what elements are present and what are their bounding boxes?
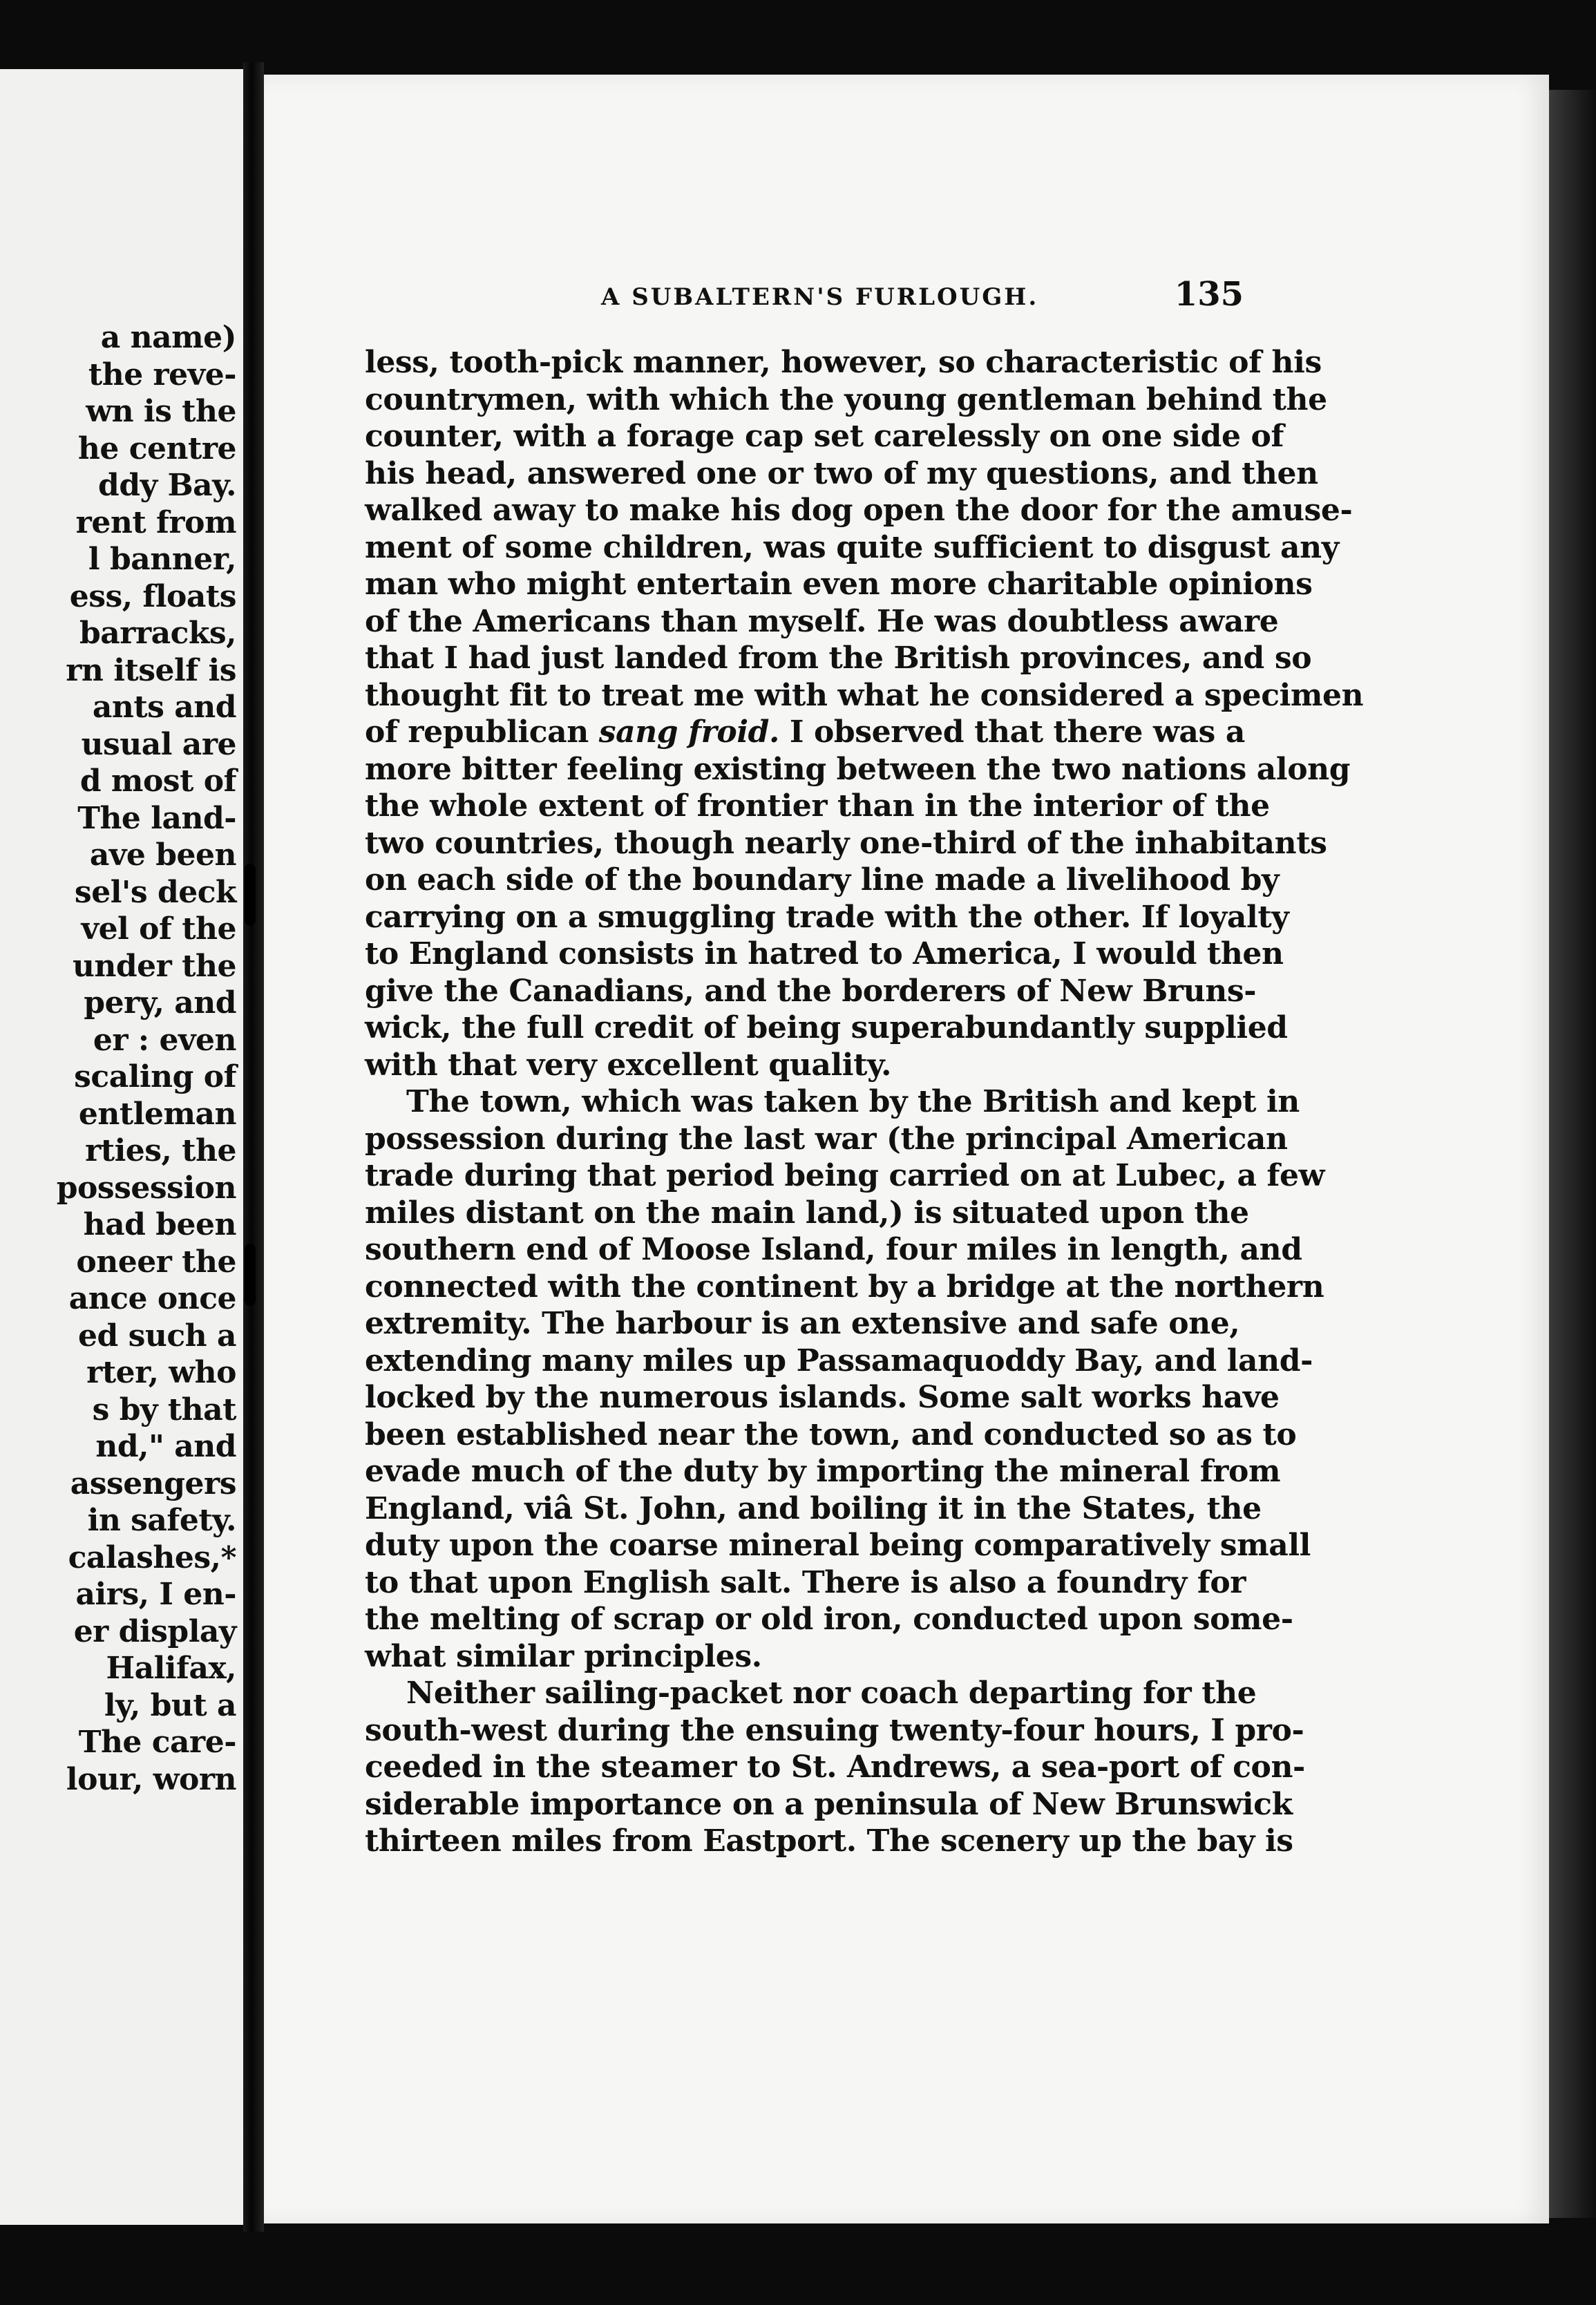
left-page-line: ance once: [68, 1281, 236, 1316]
left-page-line: ddy Bay.: [98, 468, 236, 503]
text-segment: of republican: [365, 714, 599, 750]
left-page-line: vel of the: [81, 911, 236, 947]
text-line: walked away to make his dog open the door for the amuse-: [365, 493, 1353, 528]
text-line: his head, answered one or two of my questions, and then: [365, 455, 1318, 491]
text-line: countrymen, with which the young gentleman behind the: [365, 381, 1327, 417]
text-line: trade during that period being carried on at Lubec, a few: [365, 1158, 1325, 1193]
text-line: Neither sailing-packet nor coach departing for the: [406, 1676, 1257, 1711]
text-line: on each side of the boundary line made a livelihood by: [365, 862, 1280, 898]
text-line: the whole extent of frontier than in the interior of the: [365, 788, 1270, 824]
left-page-line: pery, and: [84, 985, 236, 1021]
text-line: wick, the full credit of being superabundantly supplied: [365, 1010, 1288, 1045]
text-line: southern end of Moose Island, four miles in length, and: [365, 1232, 1302, 1267]
left-page-line: er : even: [93, 1022, 236, 1058]
left-page-line: rties, the: [85, 1133, 236, 1168]
text-segment: I observed that there was a: [779, 714, 1245, 750]
left-page-line: calashes,*: [68, 1539, 236, 1575]
left-page-line: entleman: [78, 1096, 236, 1132]
left-page-line: had been: [83, 1207, 236, 1242]
left-page-line: nd," and: [95, 1429, 236, 1464]
left-page-line: usual are: [81, 726, 236, 762]
text-line: thought fit to treat me with what he considered a specimen: [365, 677, 1364, 713]
text-line: ment of some children, was quite sufficient to disgust any: [365, 529, 1339, 565]
text-line: what similar principles.: [365, 1638, 762, 1674]
left-page-line: ly, but a: [104, 1687, 236, 1723]
left-page-line: rter, who: [86, 1355, 236, 1390]
left-page-line: l banner,: [88, 542, 236, 577]
text-line: [365, 714, 1245, 751]
text-line: miles distant on the main land,) is situated upon the: [365, 1195, 1249, 1231]
binding-notch: [245, 1244, 256, 1306]
left-page-line: lour, worn: [66, 1761, 236, 1797]
text-line: ceeded in the steamer to St. Andrews, a sea-port of con-: [365, 1749, 1305, 1785]
left-page-line: under the: [72, 948, 236, 984]
text-line: carrying on a smuggling trade with the other. If loyalty: [365, 899, 1289, 935]
text-line: siderable importance on a peninsula of New Brunswick: [365, 1786, 1293, 1822]
text-line: the melting of scrap or old iron, conducted upon some-: [365, 1602, 1293, 1637]
text-line: thirteen miles from Eastport. The scenery up the bay is: [365, 1823, 1293, 1859]
left-facing-page: [0, 69, 243, 2225]
left-page-line: barracks,: [79, 616, 236, 651]
left-page-line: he centre: [77, 430, 236, 466]
text-line: possession during the last war (the principal American: [365, 1121, 1288, 1157]
left-page-line: in safety.: [87, 1503, 236, 1538]
text-line: been established near the town, and conducted so as to: [365, 1416, 1297, 1452]
binding-notch: [245, 864, 256, 926]
text-line: connected with the continent by a bridge at the northern: [365, 1269, 1324, 1305]
left-page-line: The care-: [78, 1725, 236, 1760]
text-line: with that very excellent quality.: [365, 1047, 892, 1083]
text-line: to that upon English salt. There is also a foundry for: [365, 1564, 1246, 1600]
text-line: two countries, though nearly one-third of the inhabitants: [365, 825, 1327, 861]
left-page-line: ants and: [92, 690, 236, 725]
left-page-line: airs, I en-: [75, 1577, 236, 1612]
left-page-line: d most of: [79, 763, 236, 799]
text-line: locked by the numerous islands. Some salt works have: [365, 1380, 1280, 1415]
text-line: extending many miles up Passamaquoddy Bay, and land-: [365, 1343, 1313, 1378]
text-line: extremity. The harbour is an extensive and safe one,: [365, 1306, 1240, 1341]
left-page-line: ess, floats: [69, 578, 236, 614]
text-line: more bitter feeling existing between the two nations along: [365, 751, 1351, 787]
text-line: duty upon the coarse mineral being comparatively small: [365, 1528, 1311, 1563]
left-page-text: [0, 319, 243, 1798]
left-page-line: Halifax,: [106, 1651, 236, 1686]
left-page-line: possession: [56, 1170, 236, 1206]
italic-phrase: sang froid.: [598, 714, 779, 750]
text-line: south-west during the ensuing twenty-four hours, I pro-: [365, 1712, 1304, 1748]
running-head: A SUBALTERN'S FURLOUGH.: [601, 283, 1039, 311]
text-line: less, tooth-pick manner, however, so characteristic of his: [365, 345, 1322, 380]
text-line: The town, which was taken by the British and kept in: [406, 1084, 1300, 1119]
left-page-line: the reve-: [88, 357, 236, 392]
text-line: counter, with a forage cap set carelessly on one side of: [365, 419, 1284, 454]
left-page-line: a name): [100, 320, 236, 355]
left-page-line: oneer the: [76, 1244, 236, 1280]
text-line: give the Canadians, and the borderers of New Bruns-: [365, 973, 1257, 1009]
left-page-line: s by that: [92, 1392, 236, 1427]
text-line: England, viâ St. John, and boiling it in the States, the: [365, 1490, 1262, 1526]
left-page-line: rn itself is: [66, 652, 236, 688]
left-page-line: ed such a: [78, 1318, 236, 1354]
book-gutter: [243, 62, 264, 2232]
text-line: evade much of the duty by importing the mineral from: [365, 1454, 1281, 1489]
page-edge: [1549, 90, 1596, 2218]
left-page-line: The land-: [77, 800, 236, 836]
left-page-line: rent from: [75, 504, 236, 540]
text-line: to England consists in hatred to America, I would then: [365, 936, 1284, 971]
left-page-line: er display: [73, 1613, 236, 1649]
left-page-line: ave been: [89, 837, 236, 873]
text-line: man who might entertain even more charitable opinions: [365, 567, 1313, 602]
left-page-line: sel's deck: [74, 874, 236, 910]
body-text: [365, 344, 1364, 1860]
page-number: 135: [1174, 275, 1244, 314]
text-line: of the Americans than myself. He was doubtless aware: [365, 603, 1279, 639]
left-page-line: wn is the: [86, 394, 236, 429]
left-page-line: assengers: [70, 1465, 236, 1501]
left-page-line: scaling of: [74, 1059, 236, 1094]
text-line: that I had just landed from the British provinces, and so: [365, 641, 1312, 676]
